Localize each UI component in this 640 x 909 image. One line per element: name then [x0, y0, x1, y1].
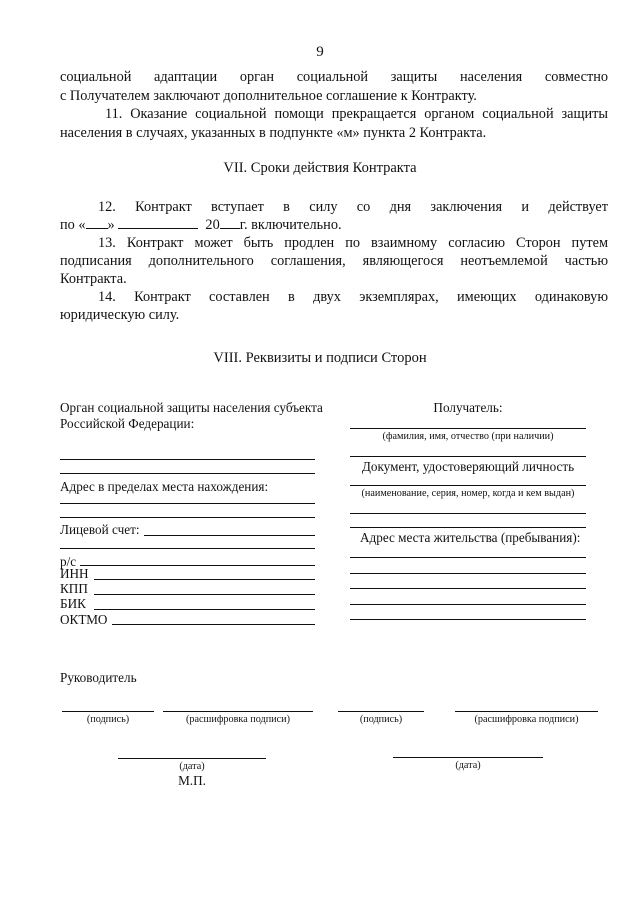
text-fragment: по «	[60, 217, 86, 233]
recipient-label: Получатель:	[433, 400, 503, 415]
paragraph-12: 12. Контракт вступает в силу со дня заключения и действует	[98, 199, 608, 215]
id-doc-line[interactable]	[350, 513, 586, 514]
residence-line[interactable]	[350, 573, 586, 574]
text-line: подписания дополнительного соглашения, являющегося неотъемлемой частью	[60, 253, 608, 269]
section-heading-7: VII. Сроки действия Контракта	[223, 160, 417, 176]
org-label: Орган социальной защиты населения субъекта	[60, 400, 323, 415]
address-line[interactable]	[60, 517, 315, 518]
address-line[interactable]	[60, 503, 315, 504]
sign-caption: (подпись)	[359, 714, 403, 725]
oktmo-label: ОКТМО	[60, 612, 108, 627]
text-line: населения в случаях, указанных в подпункте «м» пункта 2 Контракта.	[60, 125, 487, 141]
recipient-name-line[interactable]	[350, 428, 586, 429]
residence-line[interactable]	[350, 604, 586, 605]
id-doc-caption: (наименование, серия, номер, когда и кем выдан)	[361, 488, 575, 499]
month-blank[interactable]	[118, 216, 198, 229]
text-line: юридическую силу.	[60, 307, 180, 323]
text-line: социальной адаптации орган социальной защиты населения совместно	[60, 69, 608, 85]
residence-line[interactable]	[350, 588, 586, 589]
decode-caption: (расшифровка подписи)	[474, 714, 579, 725]
paragraph-13: 13. Контракт может быть продлен по взаимному согласию Сторон путем	[98, 235, 608, 251]
org-name-line[interactable]	[60, 473, 315, 474]
bik-label: БИК	[60, 596, 86, 611]
kpp-line[interactable]	[94, 594, 315, 595]
decode-caption: (расшифровка подписи)	[186, 714, 290, 725]
date-caption: (дата)	[455, 760, 481, 771]
text-line: с Получателем заключают дополнительное соглашение к Контракту.	[60, 88, 477, 104]
inn-label: ИНН	[60, 566, 89, 581]
date-line	[60, 216, 342, 235]
org-label: Российской Федерации:	[60, 416, 195, 431]
bik-line[interactable]	[94, 609, 315, 610]
head-date-line[interactable]	[118, 758, 266, 759]
id-doc-label: Документ, удостоверяющий личность	[361, 459, 575, 474]
paragraph-14: 14. Контракт составлен в двух экземплярах, имеющих одинаковую	[98, 289, 608, 305]
head-decode-line[interactable]	[163, 711, 313, 712]
paragraph-11: 11. Оказание социальной помощи прекращается органом социальной защиты	[105, 106, 608, 122]
rs-line[interactable]	[80, 565, 315, 566]
recipient-line[interactable]	[350, 456, 586, 457]
text-line: Контракта.	[60, 271, 127, 287]
section-heading-8: VIII. Реквизиты и подписи Сторон	[213, 350, 427, 366]
text-fragment: »	[107, 217, 115, 233]
address-label: Адрес в пределах места нахождения:	[60, 479, 269, 494]
date-caption: (дата)	[179, 761, 205, 772]
head-label: Руководитель	[60, 670, 137, 685]
text-fragment: 20	[205, 217, 220, 233]
id-doc-line[interactable]	[350, 527, 586, 528]
residence-line[interactable]	[350, 557, 586, 558]
oktmo-line[interactable]	[112, 624, 315, 625]
account-line[interactable]	[144, 535, 315, 536]
fio-caption: (фамилия, имя, отчество (при наличии)	[382, 431, 554, 442]
sign-caption: (подпись)	[86, 714, 130, 725]
recipient-date-line[interactable]	[393, 757, 543, 758]
inn-line[interactable]	[94, 579, 315, 580]
recipient-decode-line[interactable]	[455, 711, 598, 712]
rs-label: р/с	[60, 554, 77, 569]
stamp-label: М.П.	[178, 773, 206, 788]
recipient-signature-line[interactable]	[338, 711, 424, 712]
kpp-label: КПП	[60, 581, 88, 596]
residence-line[interactable]	[350, 619, 586, 620]
account-label: Лицевой счет:	[60, 522, 140, 537]
text-fragment: г. включительно.	[239, 217, 342, 233]
page-number: 9	[316, 44, 324, 60]
account-line[interactable]	[60, 548, 315, 549]
id-doc-line[interactable]	[350, 485, 586, 486]
org-name-line[interactable]	[60, 459, 315, 460]
day-blank[interactable]	[86, 216, 108, 229]
residence-label: Адрес места жительства (пребывания):	[360, 530, 581, 545]
head-signature-line[interactable]	[62, 711, 154, 712]
year-blank[interactable]	[220, 216, 240, 229]
